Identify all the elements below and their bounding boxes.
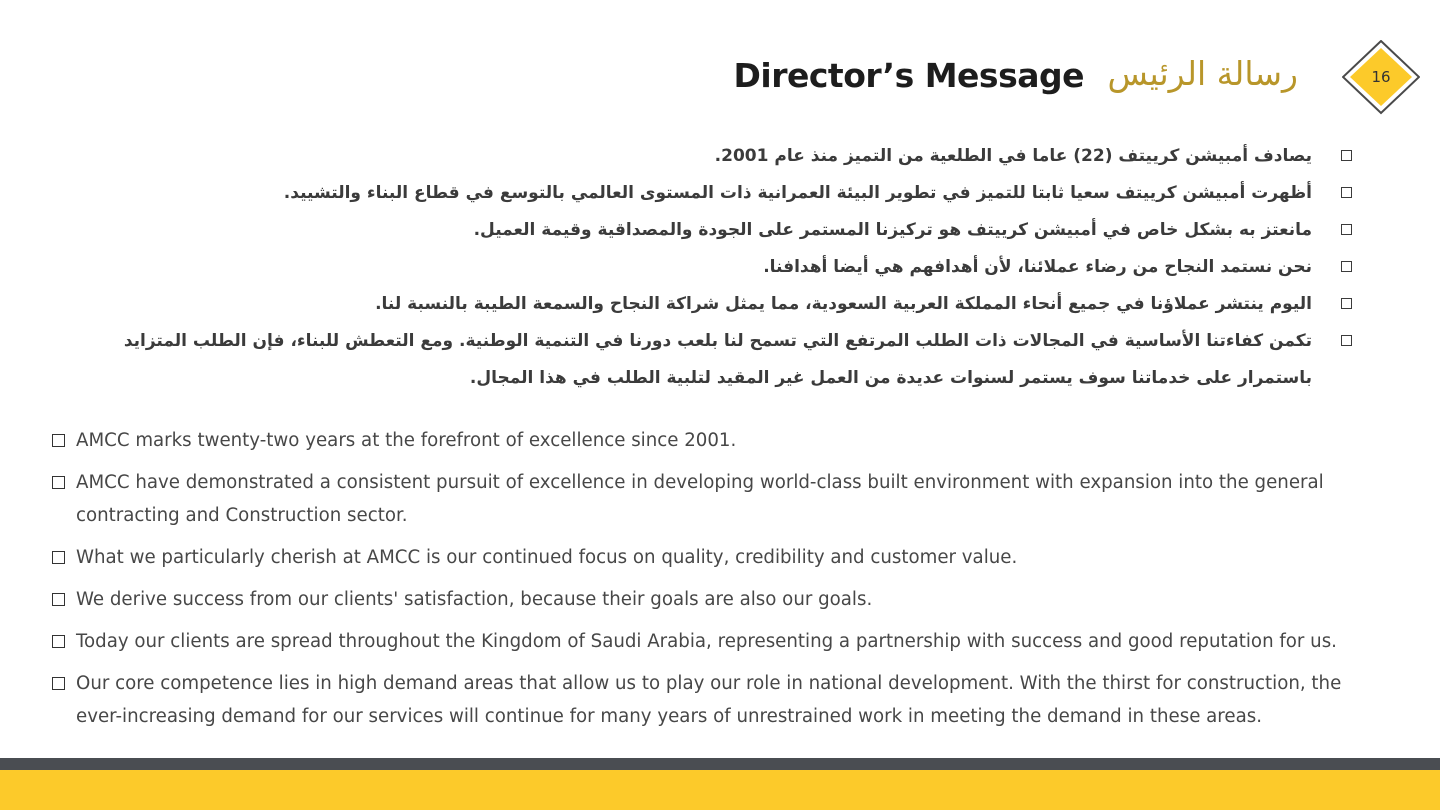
arabic-list-item <box>82 323 1352 397</box>
english-list-item <box>50 424 1370 457</box>
checkbox-bullet-icon <box>52 551 65 564</box>
arabic-point-text: اليوم ينتشر عملاؤنا في جميع أنحاء المملكة العربية السعودية، مما يمثل شراكة النجاح والسمعة الطيبة بالنسبة لنا. <box>375 294 1312 314</box>
checkbox-bullet-icon <box>52 593 65 606</box>
english-point-text: What we particularly cherish at AMCC is our continued focus on quality, credibility and customer value. <box>76 547 1018 568</box>
page-number: 16 <box>1371 68 1391 86</box>
english-point-text: AMCC marks twenty-two years at the forefront of excellence since 2001. <box>76 430 737 451</box>
checkbox-bullet-icon <box>1341 298 1352 309</box>
english-list-item <box>50 583 1370 616</box>
english-point-text: Our core competence lies in high demand areas that allow us to play our role in national development. With the thirst for construction, the ever-increasing demand for our services will continue for many years of unrestrained work in meeting the demand in these areas. <box>76 673 1342 727</box>
arabic-point-text: نحن نستمد النجاح من رضاء عملائنا، لأن أهدافهم هي أيضا أهدافنا. <box>763 257 1312 277</box>
arabic-point-text: تكمن كفاءتنا الأساسية في المجالات ذات الطلب المرتفع التي تسمح لنا بلعب دورنا في التنمية الوطنية. ومع التعطش للبناء، فإن الطلب المتزايد باستمرار على خدماتنا سوف يستمر لسنوات عديدة من العمل غير المقيد لتلبية الطلب في هذا المجال. <box>123 331 1312 388</box>
checkbox-bullet-icon <box>52 476 65 489</box>
checkbox-bullet-icon <box>52 635 65 648</box>
arabic-point-text: أظهرت أمبيشن كرييتف سعيا ثابتا للتميز في تطوير البيئة العمرانية ذات المستوى العالمي بالتوسع في قطاع البناء والتشييد. <box>283 183 1312 203</box>
english-list-item <box>50 466 1370 532</box>
english-list-item <box>50 541 1370 574</box>
checkbox-bullet-icon <box>1341 335 1352 346</box>
arabic-list-item <box>82 249 1352 286</box>
arabic-list-item <box>82 286 1352 323</box>
footer-band-yellow <box>0 770 1440 810</box>
english-point-text: Today our clients are spread throughout the Kingdom of Saudi Arabia, representing a partnership with success and good reputation for us. <box>76 631 1337 652</box>
checkbox-bullet-icon <box>52 677 65 690</box>
arabic-list-item <box>82 175 1352 212</box>
arabic-point-text: مانعتز به بشكل خاص في أمبيشن كرييتف هو تركيزنا المستمر على الجودة والمصداقية وقيمة العميل. <box>473 220 1312 240</box>
arabic-bullet-list <box>82 138 1352 397</box>
footer-band-dark <box>0 758 1440 770</box>
page-number-badge <box>1342 40 1420 118</box>
english-bullet-list <box>50 424 1370 742</box>
checkbox-bullet-icon <box>1341 150 1352 161</box>
title-english: Director’s Message <box>733 56 1084 95</box>
title-arabic: رسالة الرئيس <box>1107 54 1298 93</box>
english-list-item <box>50 625 1370 658</box>
checkbox-bullet-icon <box>1341 187 1352 198</box>
arabic-list-item <box>82 212 1352 249</box>
english-point-text: We derive success from our clients' satisfaction, because their goals are also our goals. <box>76 589 873 610</box>
slide-header <box>0 40 1440 120</box>
checkbox-bullet-icon <box>52 434 65 447</box>
arabic-point-text: يصادف أمبيشن كرييتف (22) عاما في الطلعية من التميز منذ عام 2001. <box>714 146 1312 166</box>
english-list-item <box>50 667 1370 733</box>
english-point-text: AMCC have demonstrated a consistent pursuit of excellence in developing world-class built environment with expansion into the general contracting and Construction sector. <box>76 472 1324 526</box>
arabic-list-item <box>82 138 1352 175</box>
checkbox-bullet-icon <box>1341 261 1352 272</box>
checkbox-bullet-icon <box>1341 224 1352 235</box>
